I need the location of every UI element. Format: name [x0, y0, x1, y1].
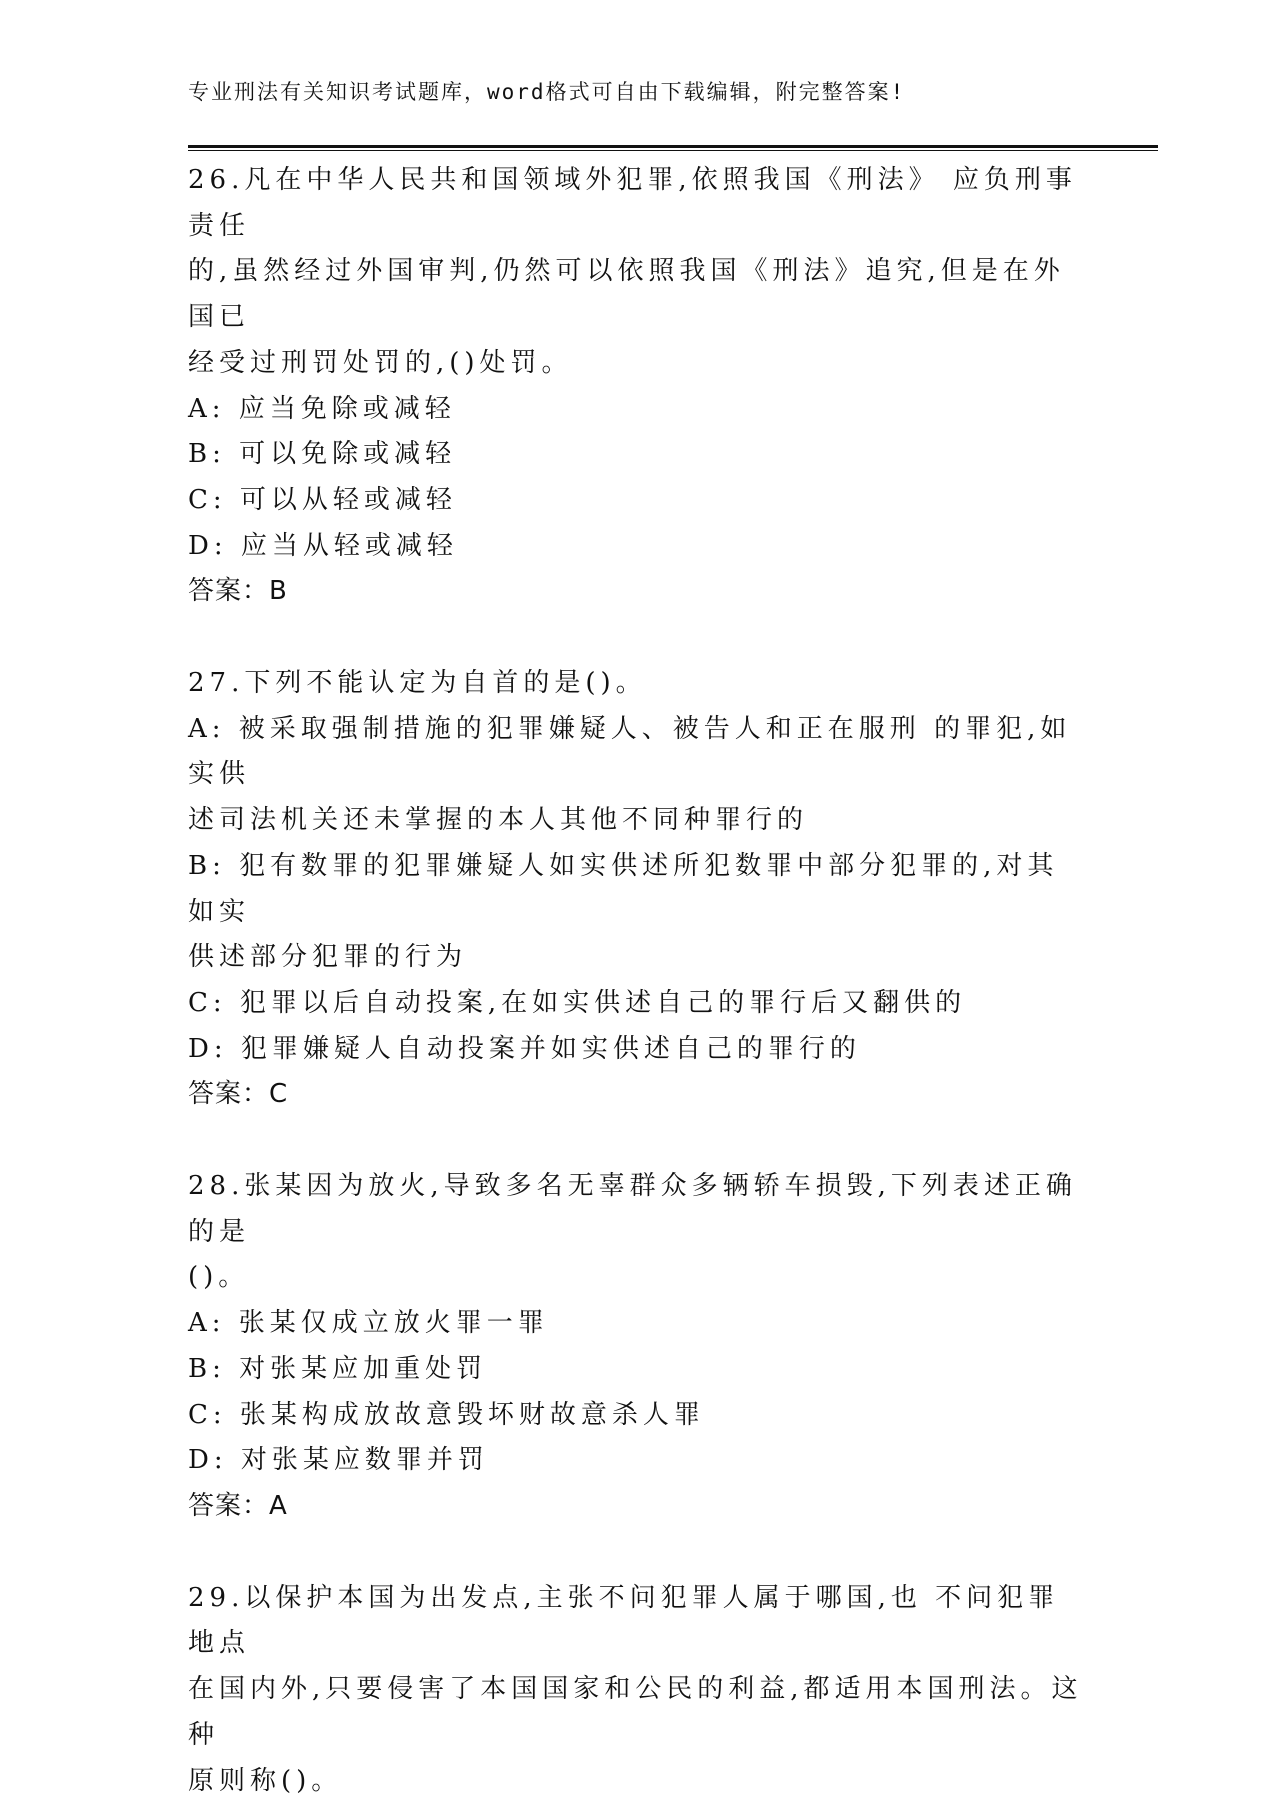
question-stem-line: 29.以保护本国为出发点,主张不问犯罪人属于哪国,也 不问犯罪地点	[188, 1576, 1088, 1667]
answer-line: 答案：B	[188, 569, 1088, 615]
option-a: A: 被采取强制措施的犯罪嫌疑人、被告人和正在服刑 的罪犯,如实供	[188, 707, 1088, 798]
answer-line: 答案：A	[188, 1484, 1088, 1530]
page-header: 专业刑法有关知识考试题库，word格式可自由下载编辑，附完整答案!	[188, 76, 905, 106]
option-c: C: 犯罪以后自动投案,在如实供述自己的罪行后又翻供的	[188, 981, 1088, 1027]
option-a: A: 张某仅成立放火罪一罪	[188, 1301, 1088, 1347]
question-stem-line: 28.张某因为放火,导致多名无辜群众多辆轿车损毁,下列表述正确的是	[188, 1164, 1088, 1255]
option-d: D: 对张某应数罪并罚	[188, 1438, 1088, 1484]
question-stem-line: 在国内外,只要侵害了本国国家和公民的利益,都适用本国刑法。这种	[188, 1667, 1088, 1758]
question-29	[188, 1576, 1088, 1804]
question-stem-line: 26.凡在中华人民共和国领域外犯罪,依照我国《刑法》 应负刑事责任	[188, 158, 1088, 249]
question-stem-line: 的,虽然经过外国审判,仍然可以依照我国《刑法》追究,但是在外国已	[188, 249, 1088, 340]
option-b: B: 对张某应加重处罚	[188, 1347, 1088, 1393]
option-a-continued: 述司法机关还未掌握的本人其他不同种罪行的	[188, 798, 1088, 844]
question-stem-line: 经受过刑罚处罚的,()处罚。	[188, 341, 1088, 387]
question-list	[188, 158, 1088, 1804]
option-b-continued: 供述部分犯罪的行为	[188, 935, 1088, 981]
option-d: D: 犯罪嫌疑人自动投案并如实供述自己的罪行的	[188, 1027, 1088, 1073]
question-28	[188, 1164, 1088, 1530]
header-rule-thick	[188, 145, 1158, 148]
header-rule-thin	[188, 150, 1158, 151]
question-27	[188, 661, 1088, 1118]
option-b: B: 可以免除或减轻	[188, 432, 1088, 478]
question-stem-line: 27.下列不能认定为自首的是()。	[188, 661, 1088, 707]
question-26	[188, 158, 1088, 615]
option-c: C: 可以从轻或减轻	[188, 478, 1088, 524]
option-b: B: 犯有数罪的犯罪嫌疑人如实供述所犯数罪中部分犯罪的,对其如实	[188, 844, 1088, 935]
option-a: A: 应当免除或减轻	[188, 387, 1088, 433]
option-d: D: 应当从轻或减轻	[188, 524, 1088, 570]
answer-line: 答案：C	[188, 1072, 1088, 1118]
question-stem-line: 原则称()。	[188, 1759, 1088, 1804]
option-c: C: 张某构成放故意毁坏财故意杀人罪	[188, 1393, 1088, 1439]
question-stem-line: ()。	[188, 1255, 1088, 1301]
